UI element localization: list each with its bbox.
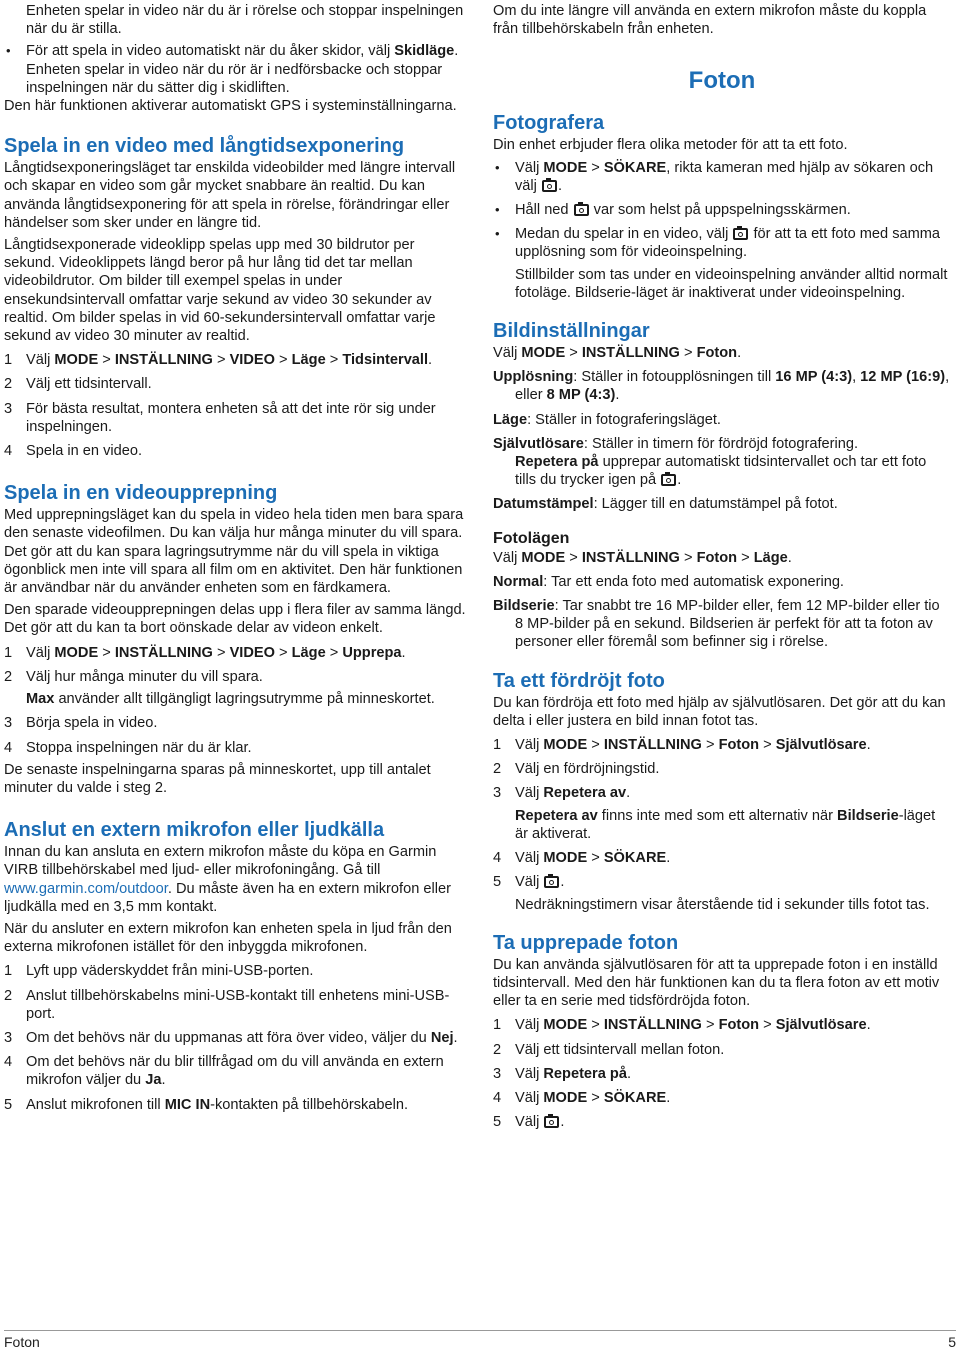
photo-modes-path: Välj MODE > INSTÄLLNING > Foton > Läge. xyxy=(493,549,792,566)
footer-page-number: 5 xyxy=(948,1334,956,1350)
repeat-step-5: 5 Välj . xyxy=(493,1114,565,1131)
timelapse-paragraph-1: Långtidsexponeringsläget tar enskilda videobilder med längre intervall och skapar en video som går mycket snabbare än realtid. Du kan använda långtidsexponering för att spela in rörelse, förändringar eller händelser som sker under en längre tid. xyxy=(4,160,456,231)
repeat-step-1: 1 Välj MODE > INSTÄLLNING > Foton > Självutlösare. xyxy=(493,1017,871,1034)
repeat-step-3: 3 Välj Repetera på. xyxy=(493,1065,631,1082)
camera-shutter-icon xyxy=(542,180,557,192)
camera-shutter-icon xyxy=(574,204,589,216)
mic-step-5: 5 Anslut mikrofonen till MIC IN-kontakten på tillbehörskabeln. xyxy=(4,1096,409,1113)
repeat-photo-heading: Ta upprepade foton xyxy=(493,931,679,954)
delayed-photo-heading: Ta ett fördröjt foto xyxy=(493,669,665,692)
setting-date-stamp: Datumstämpel: Lägger till en datumstämpel på fotot. xyxy=(493,496,838,513)
timelapse-step-4: 4 Spela in en video. xyxy=(4,443,143,460)
loop-step-2-note: Max använder allt tillgängligt lagringsutrymme på minneskortet. xyxy=(26,691,435,708)
camera-shutter-icon xyxy=(733,228,748,240)
right-column xyxy=(493,0,951,1131)
loop-step-2: 2 Välj hur många minuter du vill spara. xyxy=(4,668,263,685)
photo-modes-heading: Fotolägen xyxy=(493,529,570,547)
loop-step-3: 3 Börja spela in video. xyxy=(4,715,158,732)
mic-step-3: 3 Om det behövs när du uppmanas att föra över video, väljer du Nej. xyxy=(4,1029,458,1046)
setting-self-timer-note: Repetera på upprepar automatiskt tidsintervallet och tar ett foto tills du trycker igen på . xyxy=(515,454,927,489)
left-column xyxy=(4,0,466,1114)
repeat-step-2: 2 Välj ett tidsintervall mellan foton. xyxy=(493,1041,725,1058)
ski-description: Enheten spelar in video när du rör är i nedförsbacke och stoppar inspelningen när du sätter dig i skidliften. xyxy=(26,61,443,96)
timelapse-heading: Spela in en video med långtidsexponering xyxy=(4,135,405,158)
delayed-step-5-note: Nedräkningstimern visar återstående tid i sekunder tills fotot tas. xyxy=(515,896,930,913)
ski-mode-label: Skidläge xyxy=(394,43,455,60)
timelapse-paragraph-2: Långtidsexponerade videoklipp spelas upp med 30 bildrutor per sekund. Videoklippets längd beror på hur lång tid det tar mellan videobildrutor. Om bilder till exempel spelas in under ensekundsintervall omfattar varje sekund av video 30 sekunder av realtid. Om bilder spelas in vid 60-sekundersintervall omfattar varje sekund av video 30 minuter av realtid. xyxy=(4,237,436,345)
photo-bullet-1: • Välj MODE > SÖKARE, rikta kameran med hjälp av sökaren och välj . xyxy=(493,159,951,195)
garmin-outdoor-link[interactable]: www.garmin.com/outdoor xyxy=(4,880,168,897)
photo-heading: Fotografera xyxy=(493,112,605,135)
delayed-step-1: 1 Välj MODE > INSTÄLLNING > Foton > Självutlösare. xyxy=(493,737,871,754)
chapter-title: Foton xyxy=(688,67,756,95)
setting-resolution: Upplösning: Ställer in fotoupplösningen till 16 MP (4:3), 12 MP (16:9), eller 8 MP (4:3). xyxy=(493,369,950,404)
mic-heading: Anslut en extern mikrofon eller ljudkälla xyxy=(4,819,385,842)
camera-shutter-icon xyxy=(661,474,676,486)
timelapse-step-2: 2 Välj ett tidsintervall. xyxy=(4,376,152,393)
mic-step-4: 4 Om det behövs när du blir tillfrågad om du vill använda en extern mikrofon väljer du Ja. xyxy=(4,1054,444,1089)
camera-shutter-icon xyxy=(544,1116,559,1128)
delayed-step-4: 4 Välj MODE > SÖKARE. xyxy=(493,850,671,867)
ski-bullet: • För att spela in video automatiskt när du åker skidor, välj Skidläge. xyxy=(4,42,466,60)
mode-burst: Bildserie: Tar snabbt tre 16 MP-bilder eller, fem 12 MP-bilder eller tio 8 MP-bilder på en sekund. Bildserien är perfekt för att ta foton av personer eller föremål som befinner sig i rörelse. xyxy=(493,598,940,651)
loop-paragraph-2: Den sparade videoupprepningen delas upp i flera filer av samma längd. Det gör att du kan ta bort oönskade delar av videon enkelt. xyxy=(4,602,466,637)
repeat-step-4: 4 Välj MODE > SÖKARE. xyxy=(493,1089,671,1106)
delayed-step-5: 5 Välj . xyxy=(493,874,565,891)
loop-step-1: 1 Välj MODE > INSTÄLLNING > VIDEO > Läge > Upprepa. xyxy=(4,644,406,661)
photo-intro: Din enhet erbjuder flera olika metoder för att ta ett foto. xyxy=(493,137,848,154)
mode-normal: Normal: Tar ett enda foto med automatisk exponering. xyxy=(493,573,844,590)
mic-paragraph-1: Innan du kan ansluta en extern mikrofon måste du köpa en Garmin VIRB tillbehörskabel med ljud- eller mikrofoningång. Gå till www.garmin.com/outdoor. Du måste även ha en extern mikrofon eller ljudkälla med en 3,5 mm kontakt. xyxy=(4,844,451,915)
delayed-step-3-note: Repetera av finns inte med som ett alternativ när Bildserie-läget är aktiverat. xyxy=(515,807,936,842)
page-footer xyxy=(4,1330,956,1350)
delayed-step-3: 3 Välj Repetera av. xyxy=(493,785,631,802)
loop-step-4: 4 Stoppa inspelningen när du är klar. xyxy=(4,739,252,756)
delayed-step-2: 2 Välj en fördröjningstid. xyxy=(493,761,660,778)
photo-bullet-3: • Medan du spelar in en video, välj för att ta ett foto med samma upplösning som för videoinspelning. xyxy=(493,225,951,261)
mic-disconnect-note: Om du inte längre vill använda en extern mikrofon måste du koppla från tillbehörskabeln från enheten. xyxy=(493,3,927,38)
mic-paragraph-2: När du ansluter en extern mikrofon kan enheten spela in ljud från den externa mikrofonen istället för den inbyggda mikrofonen. xyxy=(4,920,452,956)
mic-step-1: 1 Lyft upp väderskyddet från mini-USB-porten. xyxy=(4,963,314,980)
loop-paragraph-1: Med upprepningsläget kan du spela in video hela tiden men bara spara den senaste videofilmen. Du kan välja hur många minuter du vill spara. Det gör att du kan spara lagringsutrymme när du vill spela in viktiga ögonblick men inte vill spara all film om en aktivitet. Den här funktionen är användbar när du använder enheten som en färdkamera. xyxy=(4,507,464,597)
repeat-photo-intro: Du kan använda självutlösaren för att ta upprepade foton i en inställd tidsintervall. Med den här funktionen kan du ta flera foton av ett motiv eller ta en serie med tidsfördröjda foton. xyxy=(493,956,940,1010)
intro-paragraph: Enheten spelar in video när du är i rörelse och stoppar inspelningen när du är stilla. xyxy=(26,3,464,38)
settings-path: Välj MODE > INSTÄLLNING > Foton. xyxy=(493,345,742,362)
loop-heading: Spela in en videoupprepning xyxy=(4,482,278,505)
loop-paragraph-3: De senaste inspelningarna sparas på minneskortet, upp till antalet minuter du valde i steg 2. xyxy=(4,761,431,796)
timelapse-step-3: 3 För bästa resultat, montera enheten så att det inte rör sig under inspelningen. xyxy=(4,400,436,435)
camera-shutter-icon xyxy=(544,876,559,888)
photo-bullet-3-note: Stillbilder som tas under en videoinspelning använder alltid normalt fotoläge. Bildserie-läget är inaktiverat under videoinspelning. xyxy=(515,266,948,301)
delayed-photo-intro: Du kan fördröja ett foto med hjälp av självutlösaren. Det gör att du kan delta i eller justera en bild innan fotot tas. xyxy=(493,694,946,729)
timelapse-step-1: 1 Välj MODE > INSTÄLLNING > VIDEO > Läge > Tidsintervall. xyxy=(4,352,433,369)
mic-step-2: 2 Anslut tillbehörskabelns mini-USB-kontakt till enhetens mini-USB-port. xyxy=(4,987,450,1022)
setting-mode: Läge: Ställer in fotograferingsläget. xyxy=(493,411,721,428)
footer-section-name: Foton xyxy=(4,1334,40,1350)
photo-bullet-2: • Håll ned var som helst på uppspelningsskärmen. xyxy=(493,201,951,219)
gps-note: Den här funktionen aktiverar automatiskt GPS i systeminställningarna. xyxy=(4,98,457,115)
setting-self-timer: Självutlösare: Ställer in timern för fördröjd fotografering. xyxy=(493,435,859,452)
settings-heading: Bildinställningar xyxy=(493,320,650,343)
